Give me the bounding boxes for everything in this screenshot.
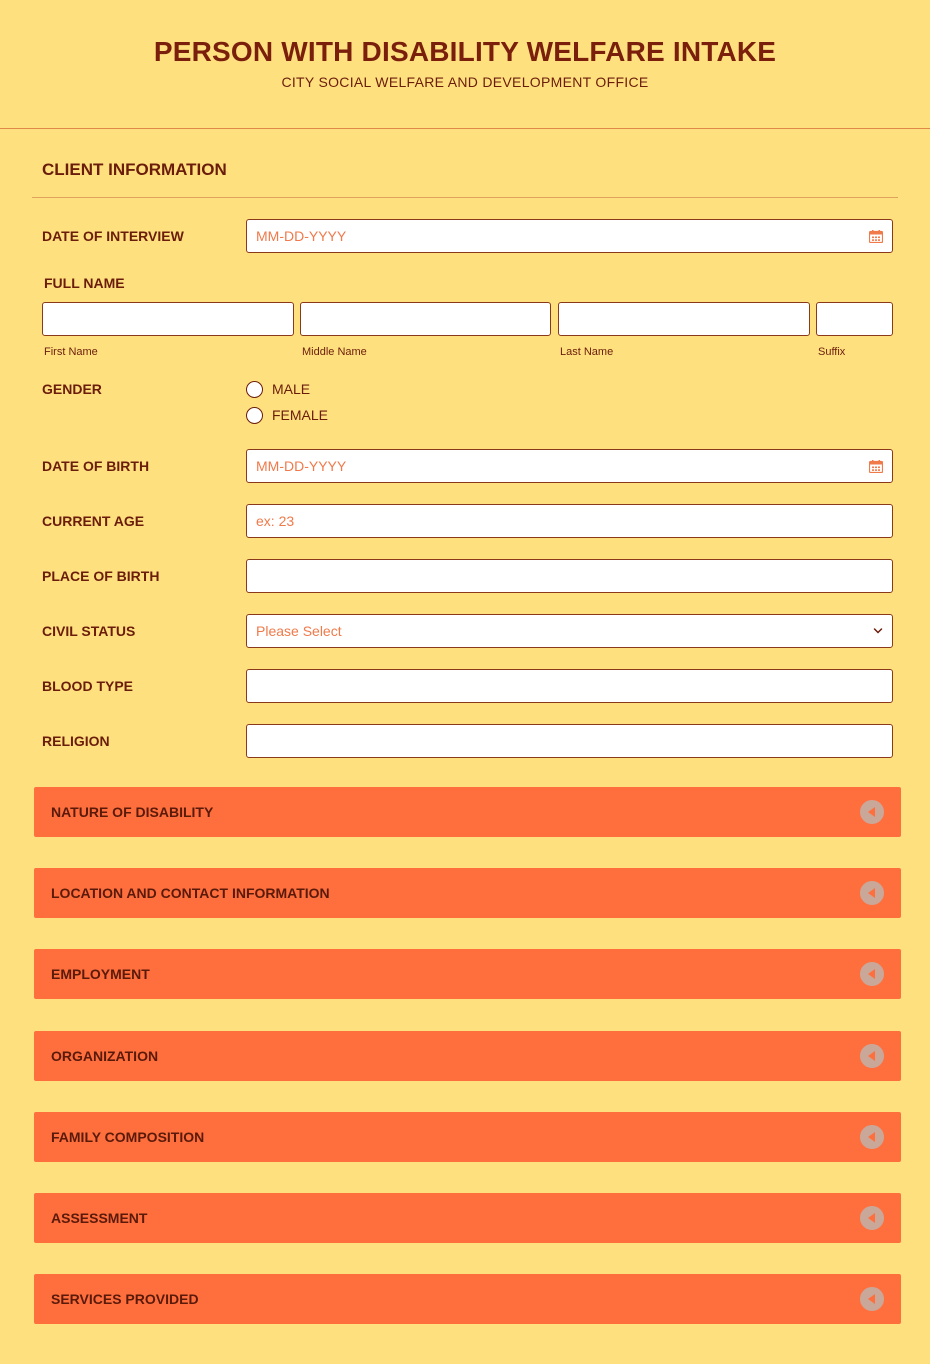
gender-option-female[interactable] <box>246 406 328 424</box>
section-label: ASSESSMENT <box>51 1210 148 1226</box>
date-of-interview-placeholder: MM-DD-YYYY <box>256 228 347 244</box>
date-of-birth-label: DATE OF BIRTH <box>42 458 150 474</box>
collapse-arrow-icon[interactable] <box>860 881 884 905</box>
form-subtitle: CITY SOCIAL WELFARE AND DEVELOPMENT OFFICE <box>281 74 649 90</box>
section-nature-of-disability[interactable] <box>34 787 901 837</box>
collapse-arrow-icon[interactable] <box>860 1287 884 1311</box>
first-name-input[interactable] <box>42 302 294 336</box>
place-of-birth-label: PLACE OF BIRTH <box>42 568 160 584</box>
last-name-input[interactable] <box>558 302 810 336</box>
chevron-down-icon[interactable] <box>873 627 883 635</box>
middle-name-sublabel: Middle Name <box>302 346 367 358</box>
date-of-interview-label: DATE OF INTERVIEW <box>42 228 184 244</box>
form-title: PERSON WITH DISABILITY WELFARE INTAKE <box>153 36 777 67</box>
section-label: NATURE OF DISABILITY <box>51 804 214 820</box>
section-label: SERVICES PROVIDED <box>51 1291 199 1307</box>
female-radio[interactable] <box>246 407 263 424</box>
male-radio[interactable] <box>246 381 263 398</box>
date-of-birth-placeholder: MM-DD-YYYY <box>256 458 347 474</box>
calendar-icon[interactable] <box>869 460 883 473</box>
gender-option-male[interactable] <box>246 380 310 398</box>
civil-status-label: CIVIL STATUS <box>42 623 136 639</box>
last-name-sublabel: Last Name <box>560 346 614 358</box>
section-label: ORGANIZATION <box>51 1048 159 1064</box>
civil-status-select[interactable] <box>246 614 893 648</box>
blood-type-label: BLOOD TYPE <box>42 678 134 694</box>
civil-status-placeholder: Please Select <box>256 623 342 639</box>
collapse-arrow-icon[interactable] <box>860 1044 884 1068</box>
form-header <box>0 0 930 129</box>
section-label: LOCATION AND CONTACT INFORMATION <box>51 885 330 901</box>
current-age-label: CURRENT AGE <box>42 513 145 529</box>
collapse-arrow-icon[interactable] <box>860 800 884 824</box>
date-of-interview-input[interactable] <box>246 219 893 253</box>
section-location-and-contact-information[interactable] <box>34 868 901 918</box>
religion-input[interactable] <box>246 724 893 758</box>
calendar-icon[interactable] <box>869 230 883 243</box>
section-employment[interactable] <box>34 949 901 999</box>
date-of-birth-input[interactable] <box>246 449 893 483</box>
full-name-label: FULL NAME <box>44 275 125 291</box>
blood-type-input[interactable] <box>246 669 893 703</box>
section-assessment[interactable] <box>34 1193 901 1243</box>
suffix-sublabel: Suffix <box>818 346 846 358</box>
section-family-composition[interactable] <box>34 1112 901 1162</box>
female-radio-label: FEMALE <box>272 407 329 423</box>
place-of-birth-input[interactable] <box>246 559 893 593</box>
section-organization[interactable] <box>34 1031 901 1081</box>
gender-label: GENDER <box>42 381 102 397</box>
current-age-input[interactable] <box>246 504 893 538</box>
collapse-arrow-icon[interactable] <box>860 962 884 986</box>
section-label: EMPLOYMENT <box>51 966 150 982</box>
male-radio-label: MALE <box>272 381 311 397</box>
first-name-sublabel: First Name <box>44 346 98 358</box>
collapse-arrow-icon[interactable] <box>860 1206 884 1230</box>
section-services-provided[interactable] <box>34 1274 901 1324</box>
religion-label: RELIGION <box>42 733 110 749</box>
section-label: FAMILY COMPOSITION <box>51 1129 205 1145</box>
collapse-arrow-icon[interactable] <box>860 1125 884 1149</box>
current-age-placeholder: ex: 23 <box>256 513 295 529</box>
section-title-client-information: CLIENT INFORMATION <box>42 160 227 179</box>
section-divider <box>32 197 898 198</box>
middle-name-input[interactable] <box>300 302 551 336</box>
suffix-input[interactable] <box>816 302 893 336</box>
